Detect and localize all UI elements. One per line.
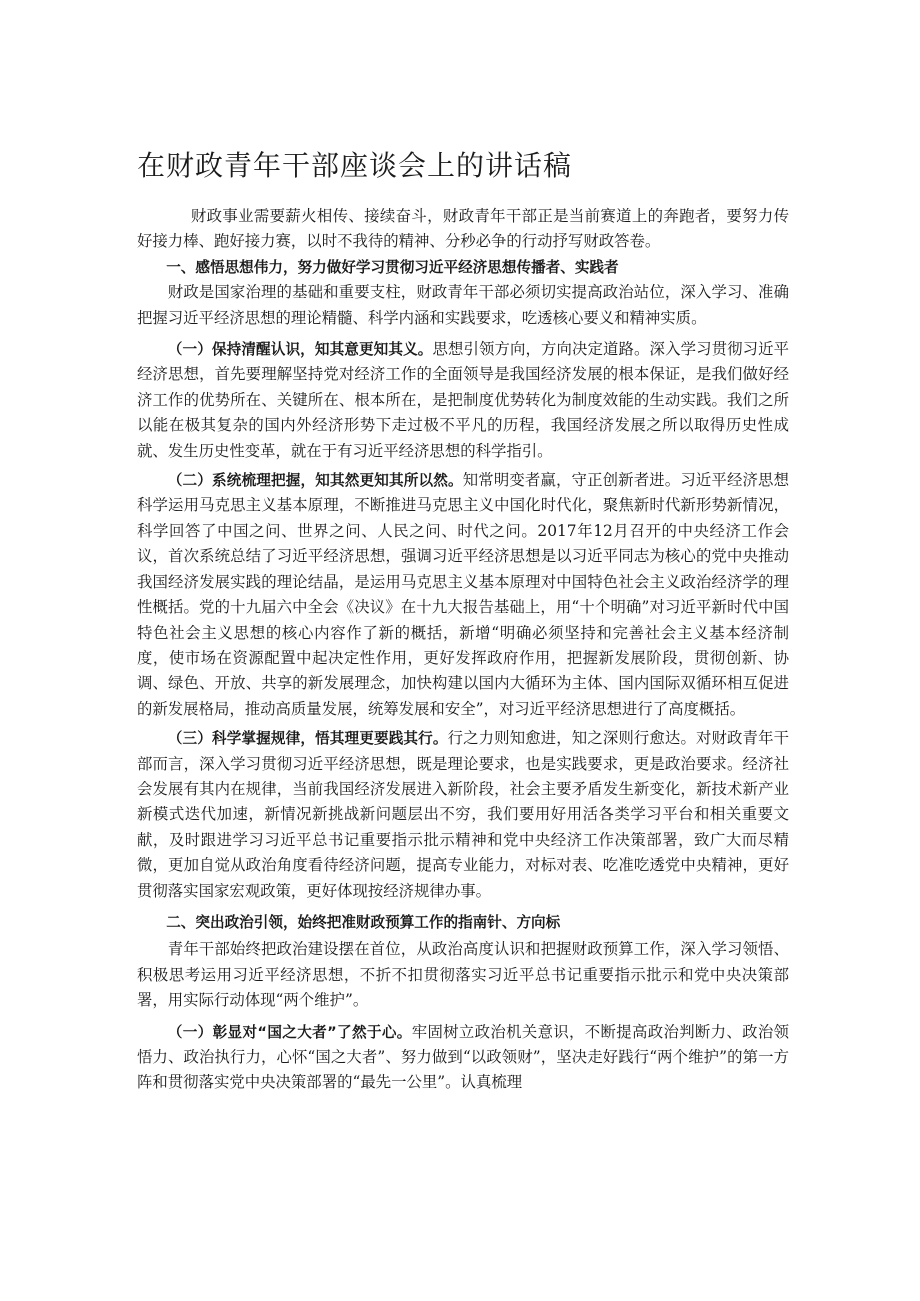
section-1-sub-2 [137, 468, 789, 722]
sub-lead: （一）保持清醒认识，知其意更知其义。 [167, 341, 433, 359]
sub-lead: （一）彰显对“国之大者”了然于心。 [167, 1023, 412, 1041]
document-page [137, 130, 789, 1096]
section-2-sub-1 [137, 1020, 789, 1096]
section-1-sub-3 [137, 726, 789, 904]
sub-text: 牢固树立政治机关意识，不断提高政治判断力、政治领悟力、政治执行力，心怀“国之大者”、努力做到“以政领财”，坚决走好践行“两个维护”的第一方阵和贯彻落实党中央决策部署的“最先一公里”。认真梳理 [137, 1022, 789, 1092]
document-title: 在财政青年干部座谈会上的讲话稿 [137, 149, 573, 182]
sub-text: 知常明变者赢，守正创新者进。习近平经济思想科学运用马克思主义基本原理，不断推进马克思主义中国化时代化，聚焦新时代新形势新情况，科学回答了中国之问、世界之问、人民之问、时代之问。2017年12月召开的中央经济工作会议，首次系统总结了习近平经济思想，强调习近平经济思想是以习近平同志为核心的党中央推动我国经济发展实践的理论结晶，是运用马克思主义基本原理对中国特色社会主义政治经济学的理性概括。党的十九届六中全会《决议》在十九大报告基础上，用“十个明确”对习近平新时代中国特色社会主义思想的核心内容作了新的概括，新增“明确必须坚持和完善社会主义基本经济制度，使市场在资源配置中起决定性作用，更好发挥政府作用，把握新发展阶段，贯彻创新、协调、绿色、开放、共享的新发展理念，加快构建以国内大循环为主体、国内国际双循环相互促进的新发展格局，推动高质量发展，统筹发展和安全”，对习近平经济思想进行了高度概括。 [137, 471, 789, 718]
sub-text: 思想引领方向，方向决定道路。深入学习贯彻习近平经济思想，首先要理解坚持党对经济工作的全面领导是我国经济发展的根本保证，是我们做好经济工作的优势所在、关键所在、根本所在，是把制度优势转化为制度效能的生动实践。我们之所以能在极其复杂的国内外经济形势下走过极不平凡的历程，我国经济发展之所以取得历史性成就、发生历史性变革，就在于有习近平经济思想的科学指引。 [137, 340, 789, 460]
section-1-heading: 一、感悟思想伟力，努力做好学习贯彻习近平经济思想传播者、实践者 [166, 258, 619, 276]
section-2-heading: 二、突出政治引领，始终把准财政预算工作的指南针、方向标 [166, 913, 561, 931]
section-1-body: 财政是国家治理的基础和重要支柱，财政青年干部必须切实提高政治站位，深入学习、准确把握习近平经济思想的理论精髓、科学内涵和实践要求，吃透核心要义和精神实质。 [137, 283, 789, 327]
section-1-sub-1 [137, 337, 789, 464]
sub-lead: （二）系统梳理把握，知其然更知其所以然。 [167, 472, 463, 490]
sub-text: 行之力则知愈进，知之深则行愈达。对财政青年干部而言，深入学习贯彻习近平经济思想，既是理论要求，也是实践要求，更是政治要求。经济社会发展有其内在规律，当前我国经济发展进入新阶段，社会主要矛盾发生新变化，新技术新产业新模式迭代加速，新情况新挑战新问题层出不穷，我们要用好用活各类学习平台和相关重要文献，及时跟进学习习近平总书记重要指示批示精神和党中央经济工作决策部署，致广大而尽精微，更加自觉从政治角度看待经济问题，提高专业能力，对标对表、吃准吃透党中央精神，更好贯彻落实国家宏观政策，更好体现按经济规律办事。 [137, 729, 789, 900]
intro-paragraph: 财政事业需要薪火相传、接续奋斗，财政青年干部正是当前赛道上的奔跑者，要努力传好接力棒、跑好接力赛，以时不我待的精神、分秒必争的行动抒写财政答卷。 [137, 207, 789, 251]
sub-lead: （三）科学掌握规律，悟其理更要践其行。 [167, 730, 448, 748]
section-2-body: 青年干部始终把政治建设摆在首位，从政治高度认识和把握财政预算工作，深入学习领悟、积极思考运用习近平经济思想，不折不扣贯彻落实习近平总书记重要指示批示和党中央决策部署，用实际行动体现“两个维护”。 [137, 940, 789, 1010]
